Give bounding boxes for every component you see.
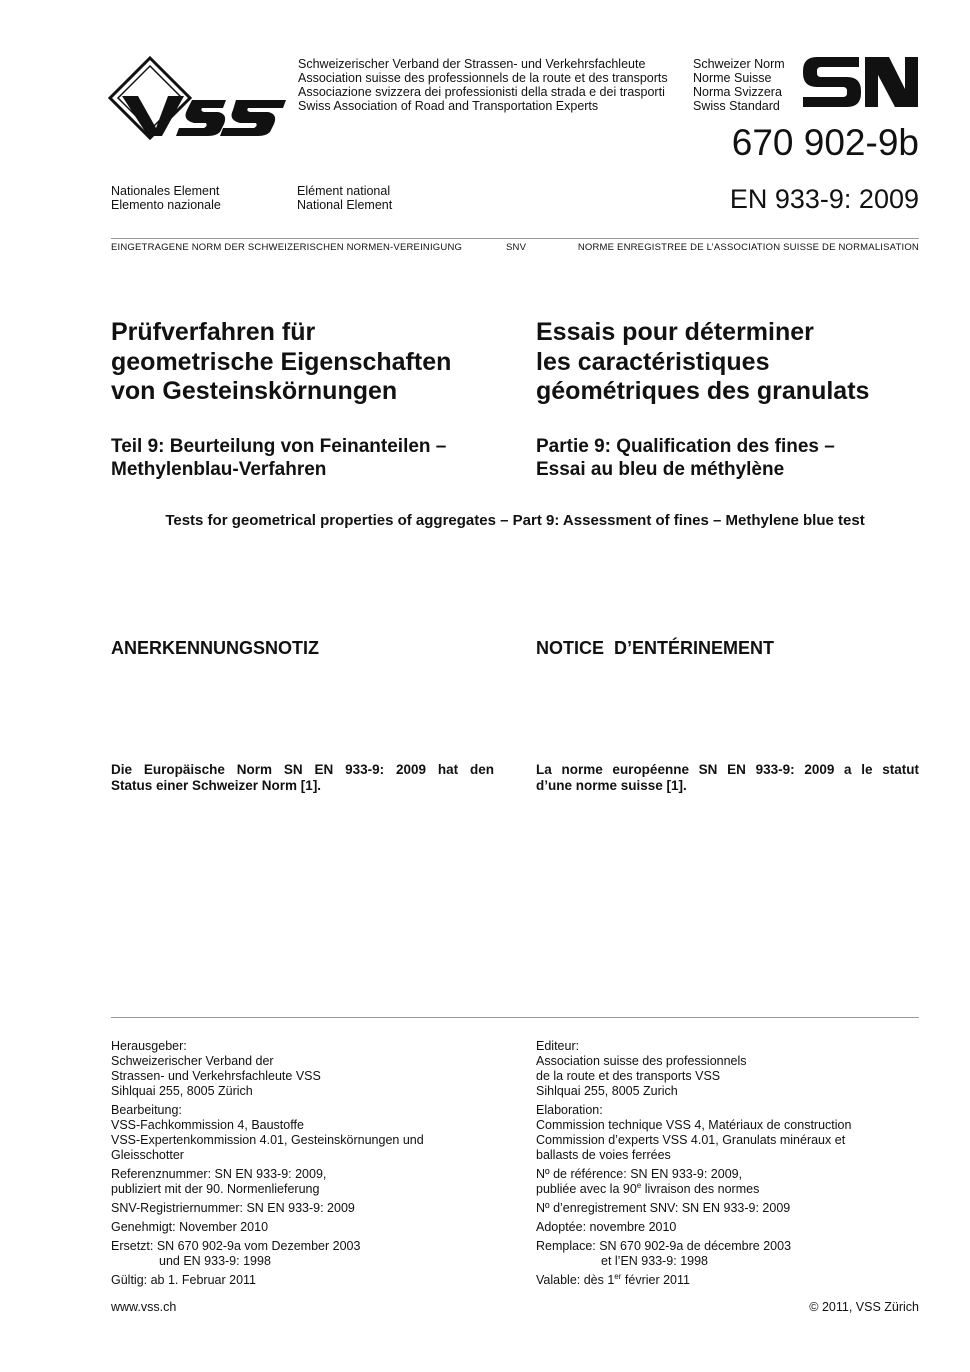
publisher-fr-line: de la route et des transports VSS <box>536 1069 721 1083</box>
title-de-line: von Gesteinskörnungen <box>111 377 398 405</box>
publisher-de-line: Schweizerischer Verband der <box>111 1054 274 1068</box>
vss-logo <box>108 56 293 142</box>
registry-mid: SNV <box>506 242 527 253</box>
editing-de-line: Bearbeitung: <box>111 1103 182 1117</box>
reference-fr-sup: e <box>636 1181 642 1190</box>
part-fr-line: Essai au bleu de méthylène <box>536 459 785 480</box>
norm-line-en: Swiss Standard <box>693 99 780 113</box>
notice-fr-line: d’une norme suisse [1]. <box>536 778 687 793</box>
reference-fr-line: Nº de référence: SN EN 933-9: 2009, <box>536 1167 743 1181</box>
vss-logo-graphic <box>108 56 293 142</box>
approved-fr: Adoptée: novembre 2010 <box>536 1220 677 1234</box>
norm-number: 670 902-9b <box>731 122 919 163</box>
en-number: EN 933-9: 2009 <box>729 184 919 214</box>
notice-de-line: Die Europäische Norm SN EN 933-9: 2009 hat den <box>111 762 494 777</box>
org-line-de: Schweizerischer Verband der Strassen- und Verkehrsfachleute <box>298 57 646 71</box>
replaces-block-fr <box>536 1239 851 1269</box>
replaces-fr-line: Remplace: SN 670 902-9a de décembre 2003 <box>536 1239 792 1253</box>
header-rule <box>111 238 919 239</box>
copyright: © 2011, VSS Zürich <box>809 1300 919 1314</box>
title-fr-line: les caractéristiques <box>536 347 770 376</box>
editing-block-de <box>111 1103 424 1163</box>
org-line-fr: Association suisse des professionnels de la route et des transports <box>298 71 668 85</box>
editing-de-line: VSS-Fachkommission 4, Baustoffe <box>111 1118 304 1132</box>
title-de-line: Prüfverfahren für <box>111 318 316 346</box>
valid-fr <box>536 1273 851 1288</box>
editing-de-line: Gleisschotter <box>111 1148 184 1162</box>
norm-line-de: Schweizer Norm <box>693 57 785 71</box>
editing-fr-line: ballasts de voies ferrées <box>536 1148 671 1162</box>
publisher-de-line: Herausgeber: <box>111 1039 187 1053</box>
national-element-de: Nationales Element <box>111 184 220 198</box>
website-link[interactable]: www.vss.ch <box>111 1300 177 1314</box>
title-de-line: geometrische Eigenschaften <box>111 347 452 376</box>
registry-right: NORME ENREGISTREE DE L’ASSOCIATION SUISSE DE NORMALISATION <box>577 242 919 253</box>
notice-heading-de: ANERKENNUNGSNOTIZ <box>111 638 320 658</box>
valid-fr-text: février 2011 <box>621 1273 690 1287</box>
notice-fr-line: La norme européenne SN EN 933-9: 2009 a le statut <box>536 762 919 777</box>
editing-de-line: VSS-Expertenkommission 4.01, Gesteinskörnungen und <box>111 1133 424 1147</box>
publisher-de-line: Strassen- und Verkehrsfachleute VSS <box>111 1069 321 1083</box>
reference-block-fr <box>536 1167 851 1197</box>
reference-block-de <box>111 1167 424 1197</box>
title-fr-line: géométriques des granulats <box>536 377 870 405</box>
reference-fr-text: publiée avec la 90 <box>536 1182 637 1196</box>
replaces-block-de <box>111 1239 424 1269</box>
valid-fr-text: Valable: dès 1 <box>536 1273 615 1287</box>
editing-fr-line: Elaboration: <box>536 1103 603 1117</box>
org-line-it: Associazione svizzera dei professionisti della strada e dei trasporti <box>298 85 665 99</box>
part-de-line: Methylenblau-Verfahren <box>111 459 327 480</box>
title-fr <box>536 318 936 407</box>
publisher-fr-line: Sihlquai 255, 8005 Zurich <box>536 1084 678 1098</box>
national-element-en: National Element <box>297 198 393 212</box>
registration-de: SNV-Registriernummer: SN EN 933-9: 2009 <box>111 1201 355 1215</box>
registration-fr: Nº d’enregistrement SNV: SN EN 933-9: 2009 <box>536 1201 791 1215</box>
footer-rule <box>111 1017 919 1018</box>
part-de-text <box>111 435 511 481</box>
publisher-block-de <box>111 1039 424 1099</box>
title-fr-text <box>536 318 936 407</box>
part-de-line: Teil 9: Beurteilung von Feinanteilen – <box>111 436 447 457</box>
notice-heading-fr: NOTICE D’ENTÉRINEMENT <box>536 638 775 658</box>
part-fr <box>536 435 936 481</box>
replaces-fr-line: et l’EN 933-9: 1998 <box>601 1254 709 1268</box>
part-fr-line: Partie 9: Qualification des fines – <box>536 436 835 457</box>
publisher-de-line: Sihlquai 255, 8005 Zürich <box>111 1084 253 1098</box>
title-en: Tests for geometrical properties of aggregates – Part 9: Assessment of fines – Methylene blue test <box>165 512 865 529</box>
notice-text-de <box>111 762 494 794</box>
replaces-de-line: Ersetzt: SN 670 902-9a vom Dezember 2003 <box>111 1239 361 1253</box>
footer-de <box>111 1039 424 1292</box>
reference-de-line: Referenznummer: SN EN 933-9: 2009, <box>111 1167 327 1181</box>
valid-de: Gültig: ab 1. Februar 2011 <box>111 1273 256 1287</box>
national-element-fr: Elément national <box>297 184 391 198</box>
national-element-right <box>297 184 392 212</box>
national-element-it: Elemento nazionale <box>111 198 221 212</box>
title-de <box>111 318 511 407</box>
notice-de-line: Status einer Schweizer Norm [1]. <box>111 778 322 793</box>
org-line-en: Swiss Association of Road and Transportation Experts <box>298 99 599 113</box>
publisher-block-fr <box>536 1039 851 1099</box>
editing-fr-line: Commission technique VSS 4, Matériaux de construction <box>536 1118 852 1132</box>
valid-fr-sup: er <box>614 1272 622 1281</box>
association-names <box>298 57 668 113</box>
publisher-fr-line: Association suisse des professionnels <box>536 1054 747 1068</box>
sn-logo-graphic <box>803 55 919 109</box>
reference-fr-text: livraison des normes <box>641 1182 760 1196</box>
sn-logo <box>803 55 919 109</box>
footer-fr <box>536 1039 851 1292</box>
part-de <box>111 435 511 481</box>
title-fr-line: Essais pour déterminer <box>536 318 814 346</box>
part-fr-text <box>536 435 936 481</box>
editing-fr-line: Commission d’experts VSS 4.01, Granulats minéraux et <box>536 1133 846 1147</box>
registry-left: EINGETRAGENE NORM DER SCHWEIZERISCHEN NORMEN-VEREINIGUNG <box>111 242 463 253</box>
replaces-de-line: und EN 933-9: 1998 <box>159 1254 271 1268</box>
editing-block-fr <box>536 1103 851 1163</box>
approved-de: Genehmigt: November 2010 <box>111 1220 269 1234</box>
title-de-text <box>111 318 511 407</box>
norm-type-names <box>693 57 785 113</box>
norm-line-it: Norma Svizzera <box>693 85 782 99</box>
reference-fr-line <box>536 1182 851 1197</box>
national-element-left <box>111 184 221 212</box>
reference-de-line: publiziert mit der 90. Normenlieferung <box>111 1182 320 1196</box>
norm-line-fr: Norme Suisse <box>693 71 772 85</box>
publisher-fr-line: Editeur: <box>536 1039 580 1053</box>
notice-text-fr <box>536 762 919 794</box>
